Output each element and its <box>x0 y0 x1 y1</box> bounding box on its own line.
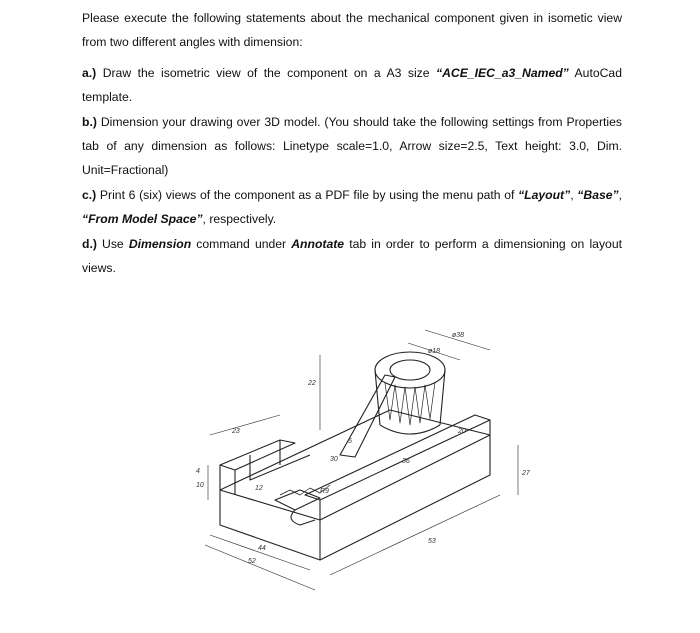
dim-53: 53 <box>428 538 436 545</box>
dim-d38: ø38 <box>452 332 465 339</box>
dim-27: 27 <box>522 470 530 477</box>
item-c-path-base: “Base” <box>577 188 619 202</box>
item-c-post: , respectively. <box>202 212 277 226</box>
item-b-text: Dimension your drawing over 3D model. (You should take the following settings from Properties tab of any dimension as follows: Linetype scale=1.0, Arrow size=2.5, Text height: 3.0, Dim. Unit=Fractional) <box>82 115 622 177</box>
dim-22: 22 <box>308 380 316 387</box>
item-b-label: b.) <box>82 115 97 129</box>
dim-5: 5 <box>348 438 352 445</box>
item-a-label: a.) <box>82 66 97 80</box>
dim-r9: R9 <box>320 488 329 495</box>
item-d-label: d.) <box>82 237 97 251</box>
instructions-text <box>82 6 622 281</box>
item-d-command: Dimension <box>128 237 192 251</box>
isometric-sketch <box>190 315 540 615</box>
item-c-path-layout: “Layout” <box>518 188 571 202</box>
right-block <box>320 420 490 520</box>
cylinder-top <box>375 352 445 388</box>
item-c: c.) Print 6 (six) views of the component as a PDF file by using the menu path of “Layout”, “Base”, “From Model Space”, respectively. <box>82 188 623 226</box>
dim-d18: ø18 <box>428 348 441 355</box>
slot <box>275 490 320 510</box>
dim-30: 30 <box>330 456 338 463</box>
dim-4: 4 <box>196 468 200 475</box>
item-d-tab: Annotate <box>291 237 345 251</box>
item-c-label: c.) <box>82 188 97 202</box>
item-c-path-model: “From Model Space” <box>82 212 203 226</box>
dim-10: 10 <box>196 482 204 489</box>
isometric-drawing <box>190 315 540 615</box>
item-a-template: “ACE_IEC_a3_Named” <box>436 66 569 80</box>
item-c-text: Print 6 (six) views of the component as a PDF file by using the menu path of <box>96 188 519 202</box>
dim-20: 20 <box>458 428 466 435</box>
dim-36: 36 <box>402 458 410 465</box>
item-a-text: Draw the isometric view of the component on a A3 size <box>96 66 436 80</box>
dim-44: 44 <box>258 545 266 552</box>
item-a <box>82 61 622 109</box>
item-d: d.) Use Dimension command under Annotate tab in order to perform a dimensioning on layout views. <box>82 237 622 275</box>
dim-12: 12 <box>255 485 263 492</box>
intro-paragraph: Please execute the following statements about the mechanical component given in isometic view from two different angles with dimension: <box>82 11 622 49</box>
dim-23: 23 <box>232 428 240 435</box>
item-b <box>82 110 622 182</box>
dim-52: 52 <box>248 558 256 565</box>
item-a-post: AutoCad template. <box>82 66 622 104</box>
